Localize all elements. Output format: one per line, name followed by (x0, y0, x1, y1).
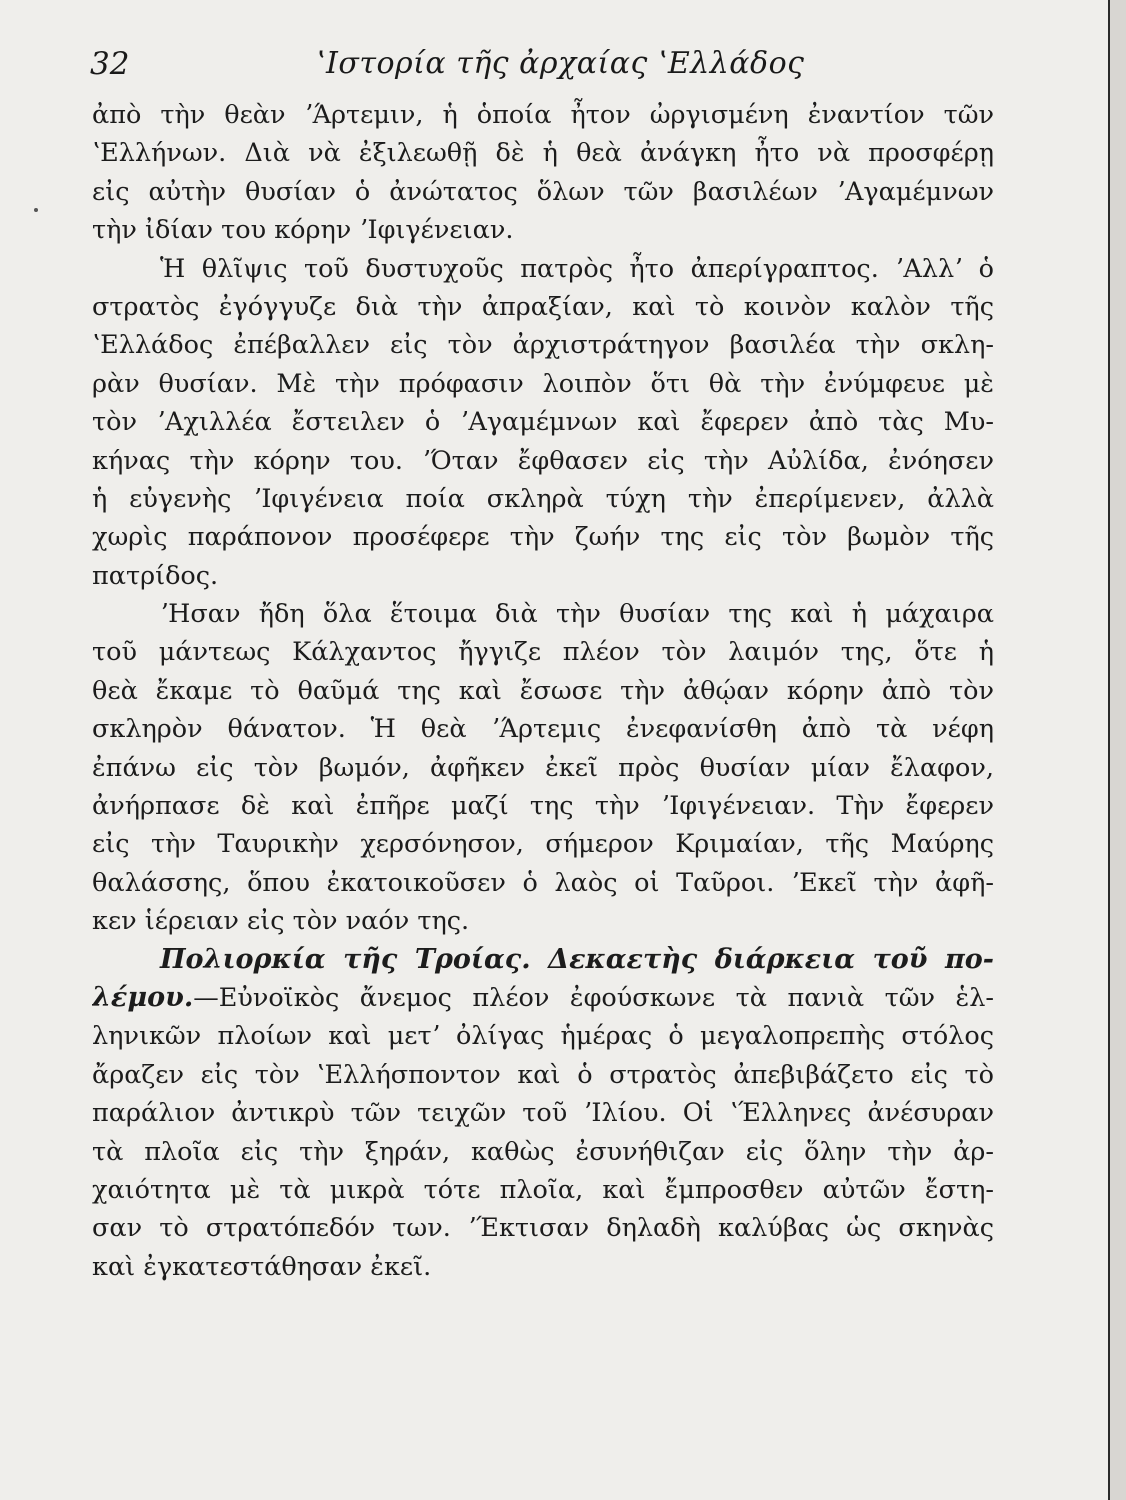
text-line: κεν ἱέρειαν εἰς τὸν ναόν της. (92, 906, 470, 937)
page-number: 32 (90, 46, 130, 82)
text-line: ἐπάνω εἰς τὸν βωμόν, ἀφῆκεν ἐκεῖ πρὸς θυσίαν μίαν ἔλαφον, (92, 752, 994, 783)
text-line: ἡ εὐγενὴς ʼΙφιγένεια ποία σκληρὰ τύχη τὴν ἐπερίμενεν, ἀλλὰ (92, 483, 994, 514)
section-first-line: —Εὐνοϊκὸς ἄνεμος πλέον ἐφούσκωνε τὰ πανιὰ τῶν ἑλ- (193, 982, 994, 1013)
text-line: στρατὸς ἐγόγγυζε διὰ τὴν ἀπραξίαν, καὶ τὸ κοινὸν καλὸν τῆς (92, 291, 994, 322)
text-line: σκληρὸν θάνατον. Ἡ θεὰ ʼΆρτεμις ἐνεφανίσθη ἀπὸ τὰ νέφη (92, 714, 994, 745)
body-text (92, 96, 994, 1286)
text-line: ληνικῶν πλοίων καὶ μετʼ ὀλίγας ἡμέρας ὁ μεγαλοπρεπὴς στόλος (92, 1021, 994, 1052)
text-line: ʽΕλλάδος ἐπέβαλλεν εἰς τὸν ἀρχιστράτηγον βασιλέα τὴν σκλη- (92, 330, 994, 361)
ink-speck (34, 208, 38, 212)
text-line: πατρίδος. (92, 560, 219, 591)
text-line: τοῦ μάντεως Κάλχαντος ἤγγιζε πλέον τὸν λαιμόν της, ὅτε ἡ (92, 637, 994, 668)
section-heading-continuation (92, 979, 994, 1017)
text-line: ʽΕλλήνων. Διὰ νὰ ἐξιλεωθῇ δὲ ἡ θεὰ ἀνάγκη ἦτο νὰ προσφέρῃ (92, 138, 994, 169)
text-line: τὸν ʼΑχιλλέα ἔστειλεν ὁ ʼΑγαμέμνων καὶ ἔφερεν ἀπὸ τὰς Μυ- (92, 407, 994, 438)
text-line: ἀπὸ τὴν θεὰν ʼΆρτεμιν, ἡ ὁποία ἦτον ὠργισμένη ἐναντίον τῶν (92, 100, 994, 130)
text-line: κήνας τὴν κόρην του. ʼΌταν ἔφθασεν εἰς τὴν Αὐλίδα, ἐνόησεν (92, 445, 994, 476)
text-line: ἀνήρπασε δὲ καὶ ἐπῆρε μαζί της τὴν ʼΙφιγένειαν. Τὴν ἔφερεν (92, 791, 994, 822)
text-line: ʼΗσαν ἤδη ὅλα ἕτοιμα διὰ τὴν θυσίαν της καὶ ἡ μάχαιρα (160, 599, 994, 630)
text-line: θεὰ ἔκαμε τὸ θαῦμά της καὶ ἔσωσε τὴν ἀθῴαν κόρην ἀπὸ τὸν (92, 675, 994, 706)
section-heading-line (92, 941, 994, 979)
section-heading-end: λέμου. (92, 981, 194, 1013)
text-line: εἰς τὴν Ταυρικὴν χερσόνησον, σήμερον Κριμαίαν, τῆς Μαύρης (92, 829, 994, 860)
text-line: θαλάσσης, ὅπου ἐκατοικοῦσεν ὁ λαὸς οἱ Ταῦροι. ʼΕκεῖ τὴν ἀφῆ- (92, 867, 994, 898)
text-line: ἄραζεν εἰς τὸν ʽΕλλήσποντον καὶ ὁ στρατὸς ἀπεβιβάζετο εἰς τὸ (92, 1059, 994, 1090)
text-line: εἰς αὐτὴν θυσίαν ὁ ἀνώτατος ὅλων τῶν βασιλέων ʼΑγαμέμνων (92, 176, 994, 207)
text-line: καὶ ἐγκατεστάθησαν ἐκεῖ. (92, 1251, 432, 1282)
running-title: ʽΙστορία τῆς ἀρχαίας ʽΕλλάδος (316, 46, 805, 81)
page-header (90, 46, 990, 90)
text-line: παράλιον ἀντικρὺ τῶν τειχῶν τοῦ ʼΙλίου. Οἱ ʽΈλληνες ἀνέσυραν (92, 1098, 994, 1129)
page-margin-shadow (1110, 0, 1126, 1500)
text-line: τὰ πλοῖα εἰς τὴν ξηράν, καθὼς ἐσυνήθιζαν εἰς ὅλην τὴν ἀρ- (92, 1136, 994, 1167)
text-line: τὴν ἰδίαν του κόρην ʼΙφιγένειαν. (92, 215, 514, 246)
text-line: ρὰν θυσίαν. Μὲ τὴν πρόφασιν λοιπὸν ὅτι θὰ τὴν ἐνύμφευε μὲ (92, 368, 994, 399)
text-line: χωρὶς παράπονον προσέφερε τὴν ζωήν της εἰς τὸν βωμὸν τῆς (92, 522, 994, 553)
text-line: Ἡ θλῖψις τοῦ δυστυχοῦς πατρὸς ἦτο ἀπερίγραπτος. ʼΑλλʼ ὁ (160, 253, 994, 284)
text-line: χαιότητα μὲ τὰ μικρὰ τότε πλοῖα, καὶ ἔμπροσθεν αὐτῶν ἔστη- (92, 1174, 994, 1205)
text-line: σαν τὸ στρατόπεδόν των. ʼΈκτισαν δηλαδὴ καλύβας ὡς σκηνὰς (92, 1213, 994, 1244)
section-heading: Πολιορκία τῆς Τροίας. Δεκαετὴς διάρκεια τοῦ πο- (160, 943, 994, 975)
